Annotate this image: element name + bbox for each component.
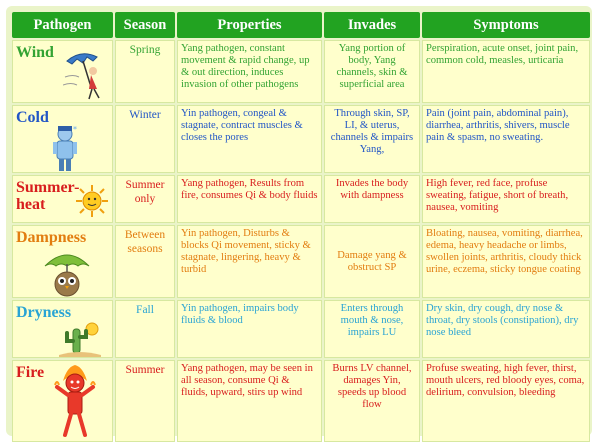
symptoms-cell-wind: Perspiration, acute onset, joint pain, common cold, measles, urticaria — [422, 40, 590, 103]
properties-cell-dampness: Yin pathogen, Disturbs & blocks Qi movement, sticky & stagnate, lingering, heavy & turbid — [177, 225, 322, 298]
cold-figure-icon — [49, 124, 81, 173]
table-row-wind — [12, 40, 590, 103]
properties-cell-cold: Yin pathogen, congeal & stagnate, contract muscles & closes the pores — [177, 105, 322, 173]
invades-cell-fire: Burns LV channel, damages Yin, speeds up blood flow — [324, 360, 420, 442]
season-cell-fire: Summer — [115, 360, 175, 442]
table-row-fire — [12, 360, 590, 442]
invades-cell-summer-heat: Invades the body with dampness — [324, 175, 420, 223]
pathogen-name: Dampness — [16, 229, 87, 246]
pathogen-name: Wind — [16, 44, 54, 61]
season-line2: seasons — [127, 243, 163, 255]
table-row-summer-heat — [12, 175, 590, 223]
pathogen-cell-summer-heat — [12, 175, 113, 223]
pathogen-name: Dryness — [16, 304, 72, 321]
season-cell-cold: Winter — [115, 105, 175, 173]
properties-cell-wind: Yang pathogen, constant movement & rapid change, up & out direction, induces invasion of other pathogens — [177, 40, 322, 103]
pathogen-name: Cold — [16, 109, 49, 126]
pathogen-name-line1: Summer- — [16, 179, 80, 196]
symptoms-cell-cold: Pain (joint pain, abdominal pain), diarrhea, arthritis, shivers, muscle pain & spasm, no sweating. — [422, 105, 590, 173]
header-season: Season — [115, 12, 175, 38]
pathogen-cell-dryness — [12, 300, 113, 358]
fire-figure-icon — [53, 365, 97, 439]
symptoms-cell-dryness: Dry skin, dry cough, dry nose & throat, dry stools (constipation), dry nose bleed — [422, 300, 590, 358]
pathogen-cell-fire — [12, 360, 113, 442]
symptoms-cell-summer-heat: High fever, red face, profuse sweating, fatigue, short of breath, nausea, vomiting — [422, 175, 590, 223]
sun-icon — [75, 184, 109, 218]
symptoms-cell-fire: Profuse sweating, high fever, thirst, mouth ulcers, red bloody eyes, coma, delirium, convulsion, bleeding — [422, 360, 590, 442]
properties-cell-fire: Yang pathogen, may be seen in all season, consume Qi & fluids, upward, stirs up wind — [177, 360, 322, 442]
symptoms-cell-dampness: Bloating, nausea, vomiting, diarrhea, edema, heavy headache or limbs, swollen joints, arthritis, cloudy thick urine, eczema, sticky tongue coating — [422, 225, 590, 298]
invades-cell-dryness: Enters through mouth & nose, impairs LU — [324, 300, 420, 358]
properties-cell-summer-heat: Yang pathogen, Results from fire, consumes Qi & body fluids — [177, 175, 322, 223]
cactus-icon — [59, 321, 101, 357]
properties-cell-dryness: Yin pathogen, impairs body fluids & blood — [177, 300, 322, 358]
pathogen-table — [10, 10, 592, 444]
pathogen-cell-dampness — [12, 225, 113, 298]
owl-umbrella-icon — [43, 246, 91, 298]
invades-cell-wind: Yang portion of body, Yang channels, skin & superficial area — [324, 40, 420, 103]
season-line1: Summer — [125, 179, 165, 191]
pathogen-cell-cold — [12, 105, 113, 173]
invades-cell-dampness: Damage yang & obstruct SP — [324, 225, 420, 298]
header-pathogen: Pathogen — [12, 12, 113, 38]
pathogen-name-line2: heat — [16, 196, 46, 213]
table-row-dampness — [12, 225, 590, 298]
season-cell-wind: Spring — [115, 40, 175, 103]
season-line2: only — [134, 193, 156, 205]
table-row-dryness — [12, 300, 590, 358]
invades-cell-cold: Through skin, SP, LI, & uterus, channels & impairs Yang, — [324, 105, 420, 173]
wind-umbrella-icon — [63, 47, 109, 101]
header-row — [12, 12, 590, 38]
season-line1: Between — [124, 229, 166, 241]
season-cell-summer-heat — [115, 175, 175, 223]
pathogen-name: Fire — [16, 364, 45, 381]
header-invades: Invades — [324, 12, 420, 38]
svg-text:*: * — [73, 125, 77, 134]
table-frame — [6, 6, 592, 436]
pathogen-cell-wind — [12, 40, 113, 103]
header-properties: Properties — [177, 12, 322, 38]
header-symptoms: Symptoms — [422, 12, 590, 38]
table-row-cold — [12, 105, 590, 173]
season-cell-dryness: Fall — [115, 300, 175, 358]
season-cell-dampness — [115, 225, 175, 298]
